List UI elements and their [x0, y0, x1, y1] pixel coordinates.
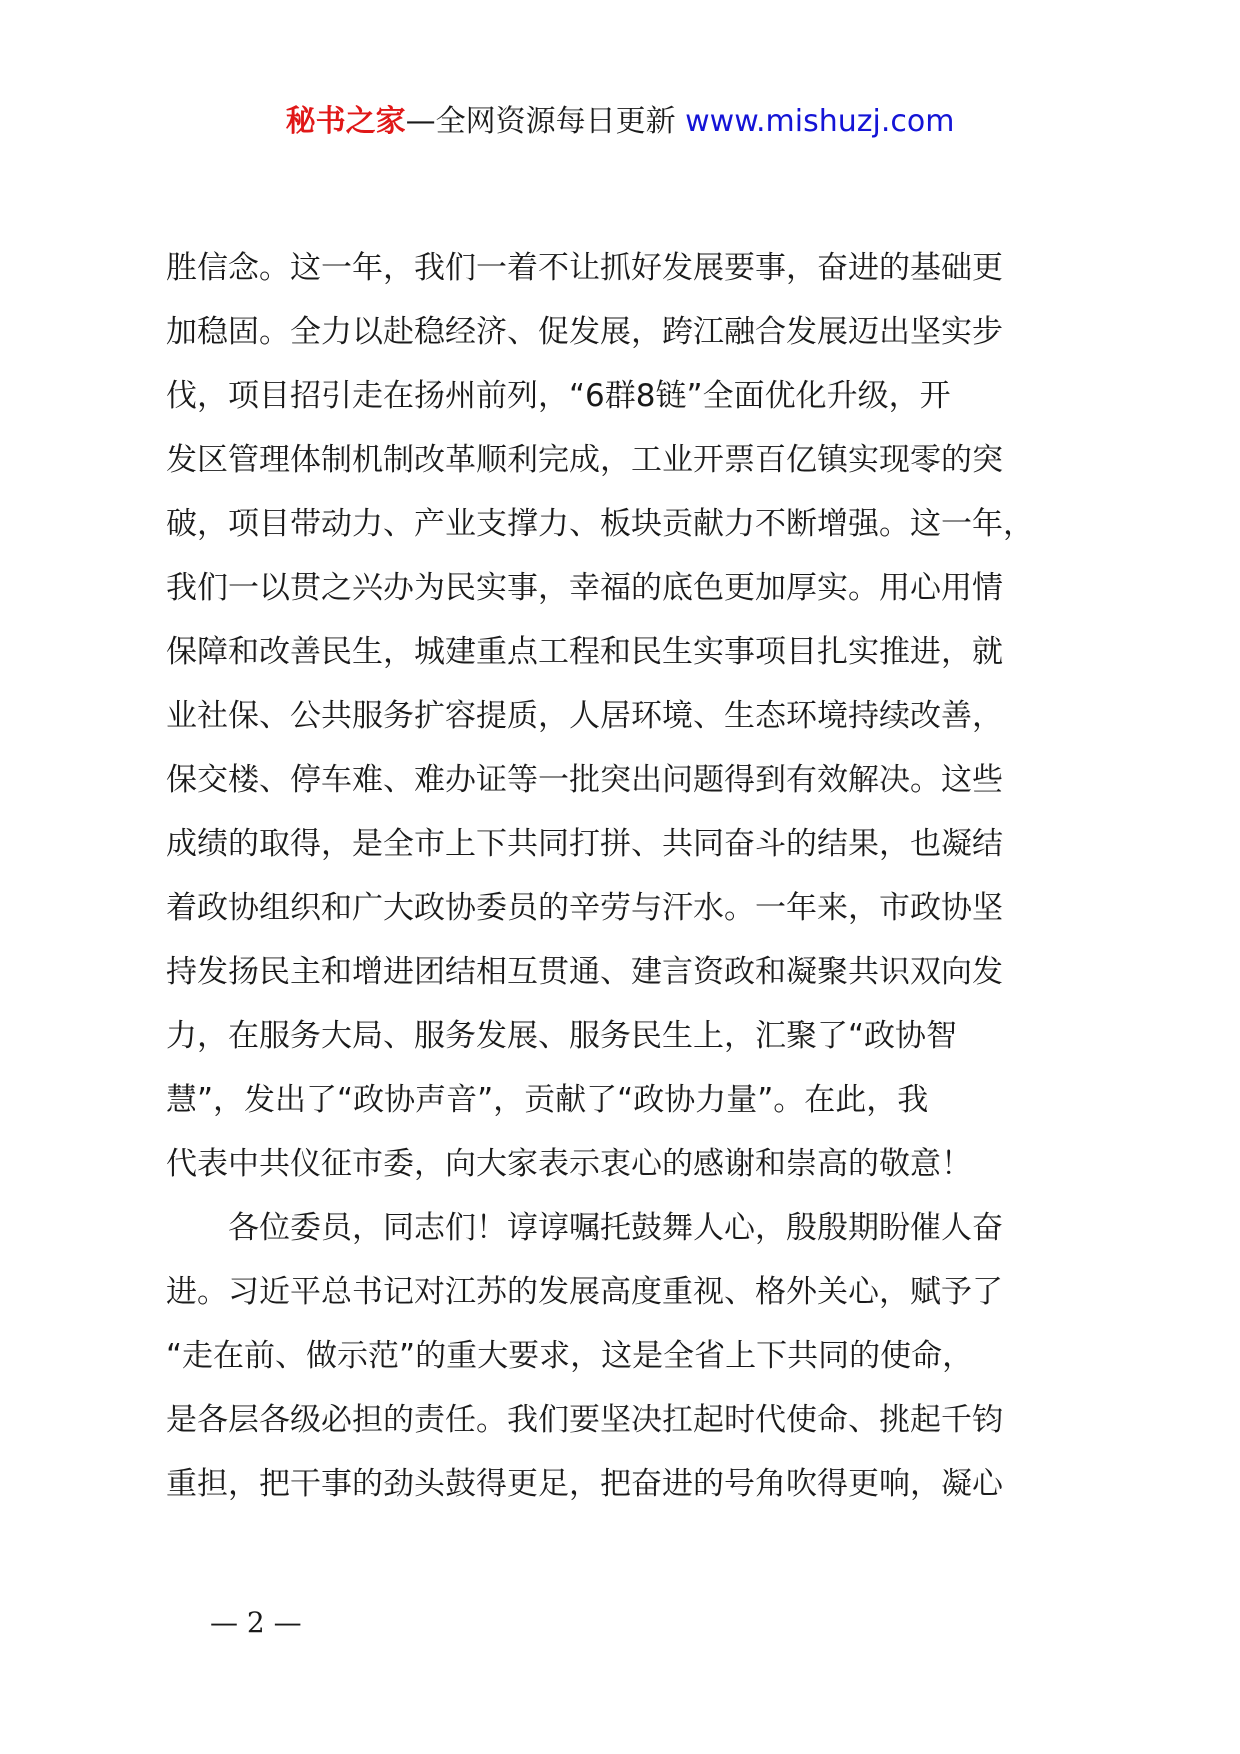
text-line: 是各层各级必担的责任。我们要坚决扛起时代使命、挑起千钧 [166, 1402, 1003, 1438]
text-line: 保障和改善民生，城建重点工程和民生实事项目扎实推进，就 [166, 634, 1003, 670]
text-line: “走在前、做示范”的重大要求，这是全省上下共同的使命， [166, 1338, 974, 1374]
header-tagline: —全网资源每日更新 [405, 104, 676, 139]
paragraph-first-line: 各位委员，同志们！谆谆嘱托鼓舞人心，殷殷期盼催人奋 [228, 1210, 1003, 1246]
text-line: 发区管理体制机制改革顺利完成，工业开票百亿镇实现零的突 [166, 442, 1003, 478]
text-line: 保交楼、停车难、难办证等一批突出问题得到有效解决。这些 [166, 762, 1003, 798]
document-body [166, 236, 1108, 1516]
text-line: 进。习近平总书记对江苏的发展高度重视、格外关心，赋予了 [166, 1274, 1003, 1310]
text-line: 持发扬民主和增进团结相互贯通、建言资政和凝聚共识双向发 [166, 954, 1003, 990]
text-line: 伐，项目招引走在扬州前列，“6群8链”全面优化升级，开 [166, 378, 951, 414]
page-number: — 2 — [210, 1606, 302, 1639]
brand-name: 秘书之家 [285, 104, 406, 139]
text-line: 代表中共仪征市委，向大家表示衷心的感谢和崇高的敬意！ [166, 1146, 972, 1182]
page-header [0, 100, 1240, 144]
text-line: 重担，把干事的劲头鼓得更足，把奋进的号角吹得更响，凝心 [166, 1466, 1003, 1502]
text-line: 业社保、公共服务扩容提质，人居环境、生态环境持续改善， [166, 698, 1003, 734]
text-line: 慧”，发出了“政协声音”，贡献了“政协力量”。在此，我 [166, 1082, 929, 1118]
text-line: 加稳固。全力以赴稳经济、促发展，跨江融合发展迈出坚实步 [166, 314, 1003, 350]
text-line: 我们一以贯之兴办为民实事，幸福的底色更加厚实。用心用情 [166, 570, 1003, 606]
text-line: 破，项目带动力、产业支撑力、板块贡献力不断增强。这一年， [166, 506, 1034, 542]
text-line: 成绩的取得，是全市上下共同打拼、共同奋斗的结果，也凝结 [166, 826, 1003, 862]
website-link[interactable]: www.mishuzj.com [685, 104, 955, 139]
text-line: 力，在服务大局、服务发展、服务民生上，汇聚了“政协智 [166, 1018, 958, 1054]
text-line: 着政协组织和广大政协委员的辛劳与汗水。一年来，市政协坚 [166, 890, 1003, 926]
text-line: 胜信念。这一年，我们一着不让抓好发展要事，奋进的基础更 [166, 250, 1003, 286]
